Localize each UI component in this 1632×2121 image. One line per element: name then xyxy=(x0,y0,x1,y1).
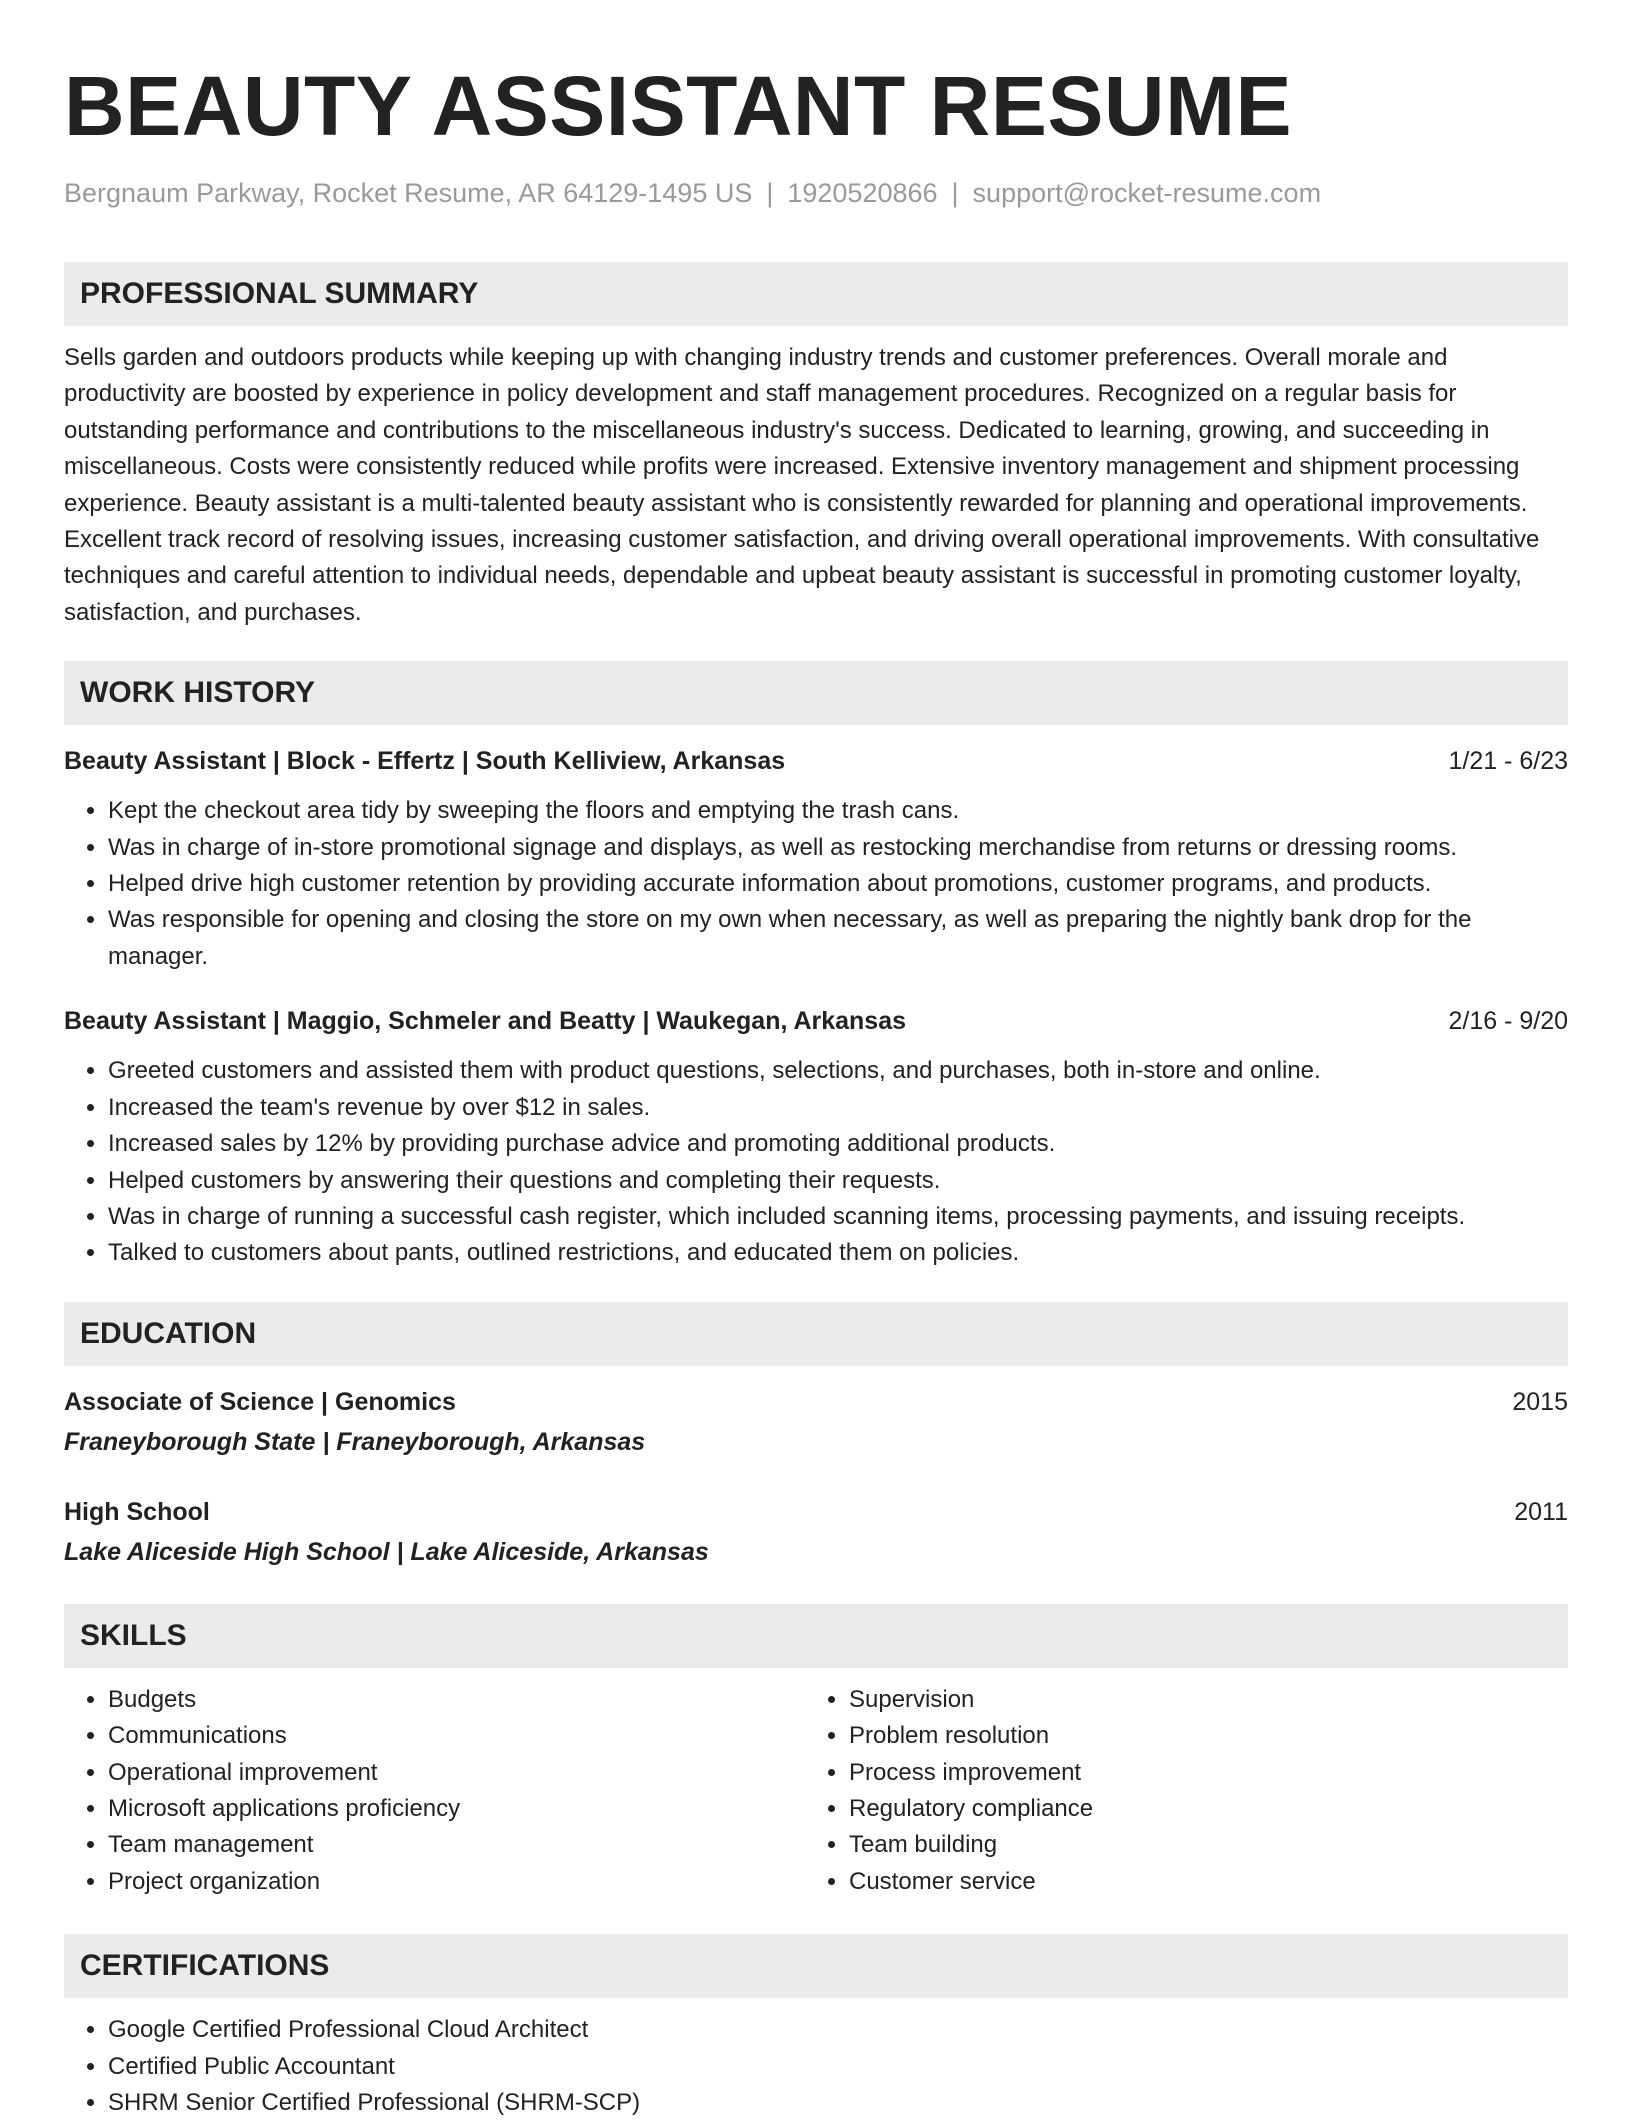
job-bullet: • Increased the team's revenue by over $12 in sales. xyxy=(108,1090,1568,1126)
job-header xyxy=(64,1003,1568,1039)
job-dates: 1/21 - 6/23 xyxy=(1448,747,1568,776)
skill-item: • Project organization xyxy=(108,1864,805,1900)
job-bullet: • Talked to customers about pants, outlined restrictions, and educated them on policies. xyxy=(108,1235,1568,1271)
contact-separator: | xyxy=(766,178,774,208)
contact-address: Bergnaum Parkway, Rocket Resume, AR 64129-1495 US xyxy=(64,178,753,208)
job-title-line: Beauty Assistant | Maggio, Schmeler and Beatty | Waukegan, Arkansas xyxy=(64,1007,907,1036)
certifications-list xyxy=(64,2012,1568,2121)
skill-item: • Communications xyxy=(108,1718,805,1754)
education-degree: Associate of Science | Genomics xyxy=(64,1387,456,1416)
section-heading-skills: SKILLS xyxy=(64,1604,1568,1668)
education-year: 2011 xyxy=(1514,1497,1568,1526)
education-entry xyxy=(64,1384,1568,1460)
certification-item: • Google Certified Professional Cloud Architect xyxy=(108,2012,1568,2048)
job-entry xyxy=(64,743,1568,975)
education-degree: High School xyxy=(64,1497,210,1526)
job-header xyxy=(64,743,1568,779)
job-entry xyxy=(64,1003,1568,1271)
skill-item: • Budgets xyxy=(108,1682,805,1718)
job-bullet-list xyxy=(64,793,1568,975)
skills-list-right xyxy=(805,1682,1568,1900)
contact-phone: 1920520866 xyxy=(787,178,938,208)
section-heading-education: EDUCATION xyxy=(64,1302,1568,1366)
section-heading-certifications: CERTIFICATIONS xyxy=(64,1934,1568,1998)
contact-email[interactable]: support@rocket-resume.com xyxy=(972,178,1322,208)
resume-title: BEAUTY ASSISTANT RESUME xyxy=(64,59,1293,153)
job-bullet: • Helped drive high customer retention by providing accurate information about promotions, customer programs, and products. xyxy=(108,866,1568,902)
education-year: 2015 xyxy=(1512,1387,1568,1416)
job-dates: 2/16 - 9/20 xyxy=(1448,1007,1568,1036)
skills-list-left xyxy=(64,1682,805,1900)
skill-item: • Microsoft applications proficiency xyxy=(108,1791,805,1827)
education-school: Lake Aliceside High School | Lake Aliceside, Arkansas xyxy=(64,1537,709,1566)
contact-separator: | xyxy=(951,178,959,208)
job-bullet: • Kept the checkout area tidy by sweeping the floors and emptying the trash cans. xyxy=(108,793,1568,829)
section-heading-professional-summary: PROFESSIONAL SUMMARY xyxy=(64,262,1568,326)
education-entry xyxy=(64,1494,1568,1570)
skill-item: • Problem resolution xyxy=(849,1718,1568,1754)
education-header xyxy=(64,1494,1568,1530)
skill-item: • Regulatory compliance xyxy=(849,1791,1568,1827)
job-bullet-list xyxy=(64,1053,1568,1271)
job-bullet: • Helped customers by answering their questions and completing their requests. xyxy=(108,1163,1568,1199)
job-bullet: • Greeted customers and assisted them with product questions, selections, and purchases, both in-store and online. xyxy=(108,1053,1568,1089)
job-bullet: • Increased sales by 12% by providing purchase advice and promoting additional products. xyxy=(108,1126,1568,1162)
skill-item: • Customer service xyxy=(849,1864,1568,1900)
contact-line xyxy=(64,174,1568,212)
job-bullet: • Was in charge of running a successful cash register, which included scanning items, processing payments, and issuing receipts. xyxy=(108,1199,1568,1235)
section-heading-work-history: WORK HISTORY xyxy=(64,661,1568,725)
skill-item: • Supervision xyxy=(849,1682,1568,1718)
job-bullet: • Was in charge of in-store promotional signage and displays, as well as restocking merchandise from returns or dressing rooms. xyxy=(108,830,1568,866)
skills-columns xyxy=(64,1682,1568,1900)
skill-item: • Process improvement xyxy=(849,1755,1568,1791)
skill-item: • Team building xyxy=(849,1827,1568,1863)
education-header xyxy=(64,1384,1568,1420)
skill-item: • Operational improvement xyxy=(108,1755,805,1791)
certification-item: • SHRM Senior Certified Professional (SHRM-SCP) xyxy=(108,2085,1568,2121)
job-bullet: • Was responsible for opening and closing the store on my own when necessary, as well as preparing the nightly bank drop for the manager. xyxy=(108,902,1568,975)
education-school: Franeyborough State | Franeyborough, Arkansas xyxy=(64,1427,646,1456)
certification-item: • Certified Public Accountant xyxy=(108,2049,1568,2085)
job-title-line: Beauty Assistant | Block - Effertz | South Kelliview, Arkansas xyxy=(64,747,786,776)
skill-item: • Team management xyxy=(108,1827,805,1863)
summary-paragraph: Sells garden and outdoors products while keeping up with changing industry trends and customer preferences. Overall morale and productivity are boosted by experience in policy development and staff management procedures. Recognized on a regular basis for outstanding performance and contributions to the miscellaneous industry's success. Dedicated to learning, growing, and succeeding in miscellaneous. Costs were consistently reduced while profits were increased. Extensive inventory management and shipment processing experience. Beauty assistant is a multi-talented beauty assistant who is consistently rewarded for planning and operational improvements. Excellent track record of resolving issues, increasing customer satisfaction, and driving overall operational improvements. With consultative techniques and careful attention to individual needs, dependable and upbeat beauty assistant is successful in promoting customer loyalty, satisfaction, and purchases. xyxy=(64,344,1540,626)
